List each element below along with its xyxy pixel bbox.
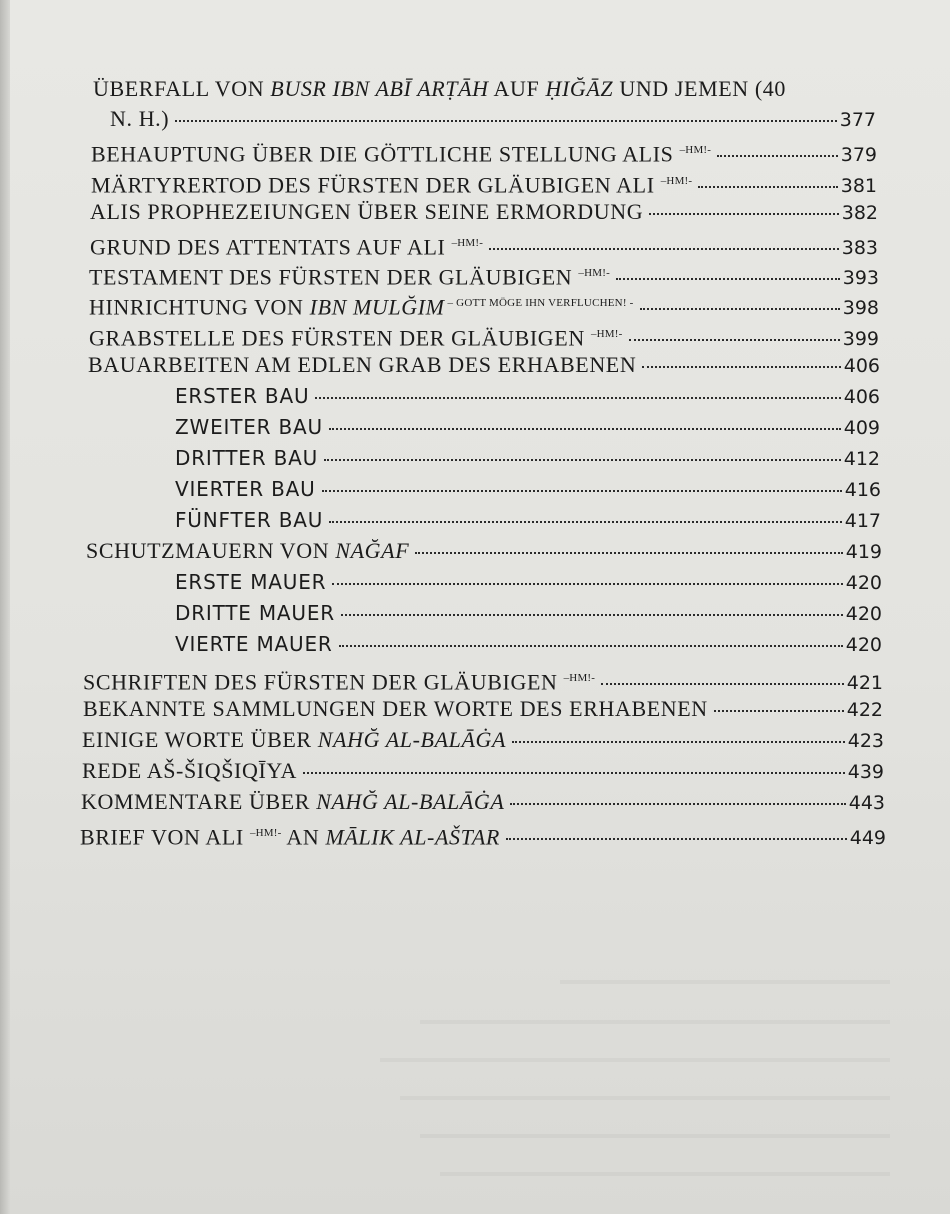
toc-page-number: 422 [846,699,883,721]
dot-leader [415,552,842,554]
toc-entry-title: SCHUTZMAUERN VON NAĞAF [86,538,410,563]
toc-entry[interactable] [89,319,879,349]
show-through-texture [560,980,890,984]
toc-page-number: 399 [842,328,879,351]
toc-page-number: 377 [839,109,876,131]
dot-leader [315,397,840,399]
honorific-superscript: –HM!- [578,267,610,279]
toc-page-number: 406 [843,355,880,377]
toc-entry[interactable] [91,166,877,196]
toc-page-number: 383 [841,237,878,260]
dot-leader [506,838,847,840]
dot-leader [489,248,839,250]
dot-leader [714,710,844,712]
show-through-texture [420,1020,890,1024]
toc-entry[interactable] [82,756,884,786]
dot-leader [698,186,837,188]
dot-leader [616,278,840,280]
dot-leader [329,428,841,430]
toc-page-number: 419 [845,541,882,563]
toc-page-number: 421 [846,672,883,695]
toc-page-number: 443 [848,792,885,814]
toc-entry-title: VIERTE MAUER [175,632,333,656]
toc-entry[interactable] [82,725,884,755]
toc-page-number: 423 [847,730,884,752]
curse-superscript: – GOTT MÖGE IHN VERFLUCHEN! - [444,297,634,309]
toc-entry-title: GRABSTELLE DES FÜRSTEN DER GLÄUBIGEN $^{-HM!-}$ [89,325,623,351]
toc-page-number: 420 [845,572,882,594]
toc-entry-title: BRIEF VON ALI $^{-HM!-}$ AN MĀLIK AL-AŠTAR [80,824,500,850]
toc-entry[interactable] [90,197,878,227]
honorific-superscript: –HM!- [679,144,712,156]
toc-entry-title: TESTAMENT DES FÜRSTEN DER GLÄUBIGEN $^{-HM!-}$ [89,264,610,290]
honorific-superscript: –HM!- [590,328,623,340]
toc-entry[interactable] [91,135,877,165]
toc-entry-title: BEKANNTE SAMMLUNGEN DER WORTE DES ERHABENEN [83,696,708,721]
honorific-superscript: –HM!- [563,672,596,684]
show-through-texture [440,1172,890,1176]
dot-leader [329,521,842,523]
toc-entry-title: ZWEITER BAU [175,415,323,439]
toc-subentry[interactable] [175,629,882,659]
toc-page-number: 398 [842,297,879,320]
toc-entry[interactable] [83,694,883,724]
show-through-texture [380,1058,890,1062]
dot-leader [512,741,845,743]
toc-entry-title: BAUARBEITEN AM EDLEN GRAB DES ERHABENEN [88,352,637,377]
toc-entry-title: EINIGE WORTE ÜBER NAHĞ AL-BALĀĠA [82,727,507,752]
toc-entry-title: MÄRTYRERTOD DES FÜRSTEN DER GLÄUBIGEN ALI $^{-HM!-}$ [91,172,693,198]
show-through-texture [420,1134,890,1138]
toc-subentry[interactable] [175,505,881,535]
toc-page-number: 381 [840,175,877,198]
dot-leader [629,339,840,341]
toc-entry-title: KOMMENTARE ÜBER NAHĞ AL-BALĀĠA [81,789,505,814]
toc-page-number: 412 [843,448,880,470]
toc-entry[interactable] [83,663,883,693]
toc-entry-title: BEHAUPTUNG ÜBER DIE GÖTTLICHE STELLUNG ALIS $^{-HM!-}$ [91,141,712,167]
toc-entry-title: ERSTER BAU [175,384,310,408]
dot-leader [640,308,840,310]
toc-subentry[interactable] [175,567,882,597]
toc-page-number: 409 [843,417,880,439]
dot-leader [717,155,838,157]
toc-page-number: 420 [845,634,882,656]
show-through-texture [400,1096,890,1100]
toc-entry[interactable] [90,228,878,258]
toc-subentry[interactable] [175,443,880,473]
toc-entry-title: DRITTE MAUER [175,601,335,625]
toc-page-number: 417 [844,510,881,532]
toc-entry[interactable] [86,536,882,566]
toc-entry[interactable] [81,787,885,817]
toc-page-number: 449 [849,827,886,850]
dot-leader [510,803,845,805]
dot-leader [339,645,843,647]
toc-entry-title: REDE AŠ-ŠIQŠIQĪYA [82,758,297,783]
toc-entry[interactable] [89,288,879,318]
toc-entry-title: VIERTER BAU [175,477,316,501]
toc-entry-title: ÜBERFALL VON BUSR IBN ABĪ ARṬĀH AUF ḤIĞĀZ UND JEMEN (40 [93,76,787,101]
dot-leader [341,614,843,616]
honorific-superscript: –HM!- [660,175,693,187]
toc-entry[interactable] [80,818,886,848]
toc-entry-title: FÜNFTER BAU [175,508,324,532]
toc-page-number: 406 [843,386,880,408]
toc-entry-title: HINRICHTUNG VON IBN MULĞIM $^{- GOTT MÖGE IHN VERFLUCHEN! -}$ [89,294,634,320]
toc-subentry[interactable] [175,598,882,628]
dot-leader [601,683,844,685]
dot-leader [332,583,842,585]
toc-page-number: 420 [845,603,882,625]
dot-leader [649,213,839,215]
dot-leader [175,120,837,122]
toc-entry-title: GRUND DES ATTENTATS AUF ALI $^{-HM!-}$ [90,234,484,260]
honorific-superscript: –HM!- [451,237,484,249]
toc-page-number: 439 [847,761,884,783]
toc-page-number: 382 [841,202,878,224]
honorific-superscript: –HM!- [249,827,282,839]
dot-leader [322,490,842,492]
toc-entry-title: SCHRIFTEN DES FÜRSTEN DER GLÄUBIGEN $^{-HM!-}$ [83,669,596,695]
dot-leader [324,459,841,461]
toc-subentry[interactable] [175,381,880,411]
toc-entry-title-continued: N. H.) [110,106,170,131]
toc-page-number: 379 [840,144,877,167]
toc-subentry[interactable] [175,474,881,504]
toc-subentry[interactable] [175,412,880,442]
toc-entry[interactable] [88,350,880,380]
toc-entry-title: ALIS PROPHEZEIUNGEN ÜBER SEINE ERMORDUNG [90,199,644,224]
toc-entry-title: DRITTER BAU [175,446,319,470]
dot-leader [642,366,840,368]
toc-page-number: 416 [844,479,881,501]
dot-leader [303,772,845,774]
toc-entry-title: ERSTE MAUER [175,570,327,594]
toc-page-number: 393 [842,267,879,290]
toc-entry[interactable] [110,104,876,134]
toc-entry[interactable] [89,258,879,288]
